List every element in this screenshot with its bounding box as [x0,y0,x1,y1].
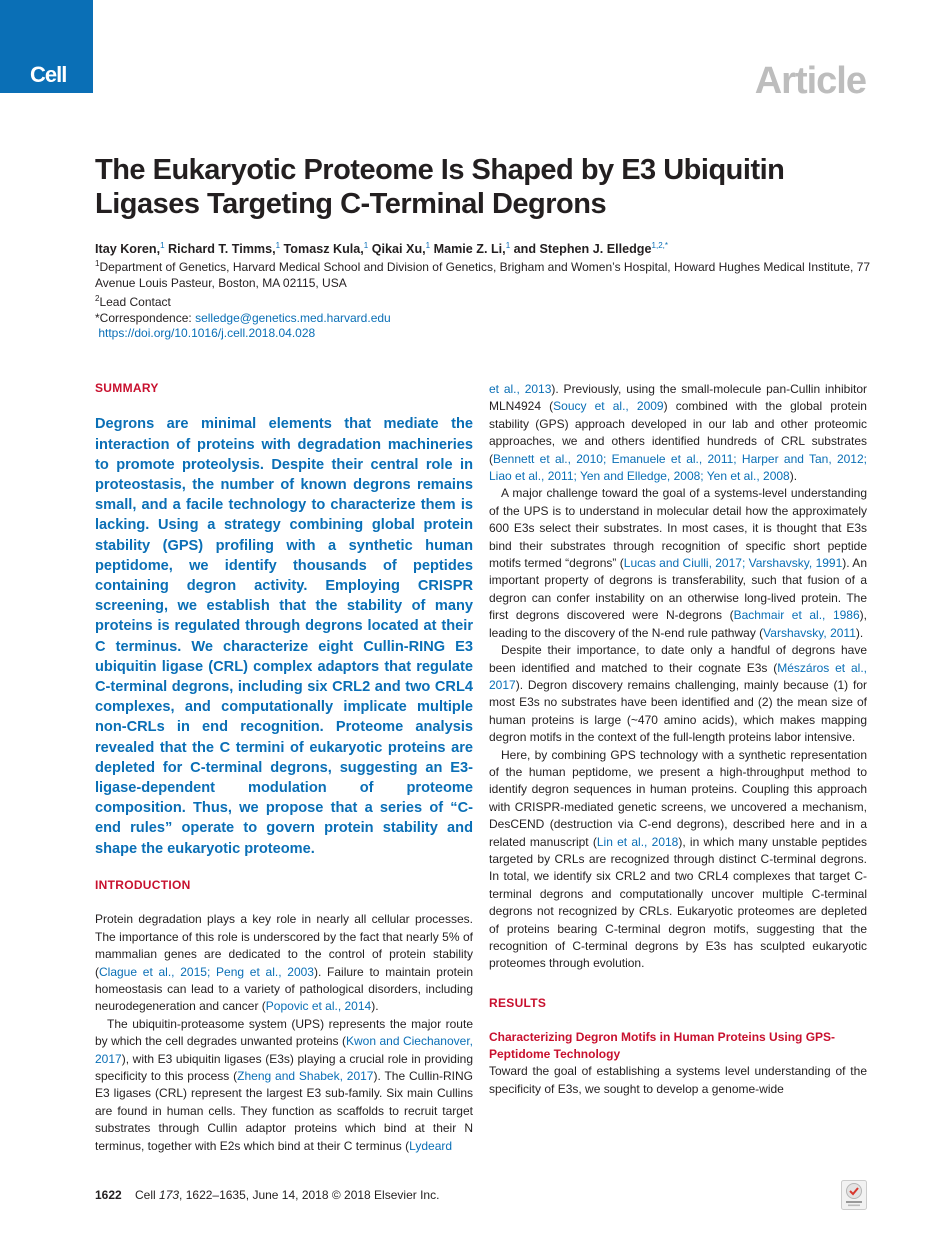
affiliation-text: Department of Genetics, Harvard Medical School and Division of Genetics, Brigham and Women’s Hospital, Howard Hughes Medical Institute, 77 Avenue Louis Pasteur, Boston, MA 02115, USA [95,260,871,290]
citation-link[interactable]: Popovic et al., 2014 [265,999,372,1014]
right-paragraph-3 [489,642,867,746]
correspondence-label: *Correspondence: [95,310,192,325]
summary-text: Degrons are minimal elements that mediate the interaction of proteins with degradation machineries to promote proteolysis. Despite their central role in proteostasis, the number of known degrons remains small, and a facile technology to characterize them is lacking. Using a strategy combining global protein stability (GPS) profiling with a synthetic human peptidome, we identify thousands of peptides containing degron activity. Employing CRISPR screening, we establish that the stability of many proteins is regulated through degrons located at their C terminus. We characterize eight Cullin-RING E3 ubiquitin ligase (CRL) complex adaptors that regulate C-terminal degrons, including six CRL2 and two CRL4 complexes, and computationally implicate multiple non-CRLs in end recognition. Proteome analysis revealed that the C termini of eukaryotic proteins are depleted for C-terminal degrons, suggesting an E3-ligase-dependent modulation of proteome composition. Thus, we propose that a series of “C-end rules” operate to govern protein stability and shape the eukaryotic proteome. [95,416,473,857]
results-heading: RESULTS [489,995,547,1010]
author-name: Richard T. Timms, [168,242,276,257]
intro-paragraph-2 [95,1016,473,1155]
citation-link[interactable]: et al., 2013 [489,382,552,396]
author-list [95,238,885,257]
citation-link[interactable]: Lucas and Ciulli, 2017; Varshavsky, 1991 [623,556,843,571]
results-subheading: Characterizing Degron Motifs in Human Proteins Using GPS-Peptidome Technology [489,1030,836,1062]
left-column [95,380,473,1155]
citation-link[interactable]: Bennett et al., 2010; Emanuele et al., 2011; Harper and Tan, 2012; Liao et al., 2011; Yen and Elledge, 2008; Yen et al., 2008 [489,451,867,484]
check-for-updates-icon[interactable] [841,1180,867,1210]
author-affiliation-mark: 1,2,* [651,241,668,250]
text-run: ), in which many unstable peptides targeted by CRLs are recognized through distinct C-terminal degrons. In total, we identify six CRL2 and two CRL4 complexes that target C-terminal degrons and computationally uncover multiple C-terminal degrons not recognized by CRLs. Eukaryotic proteomes are depleted of proteins bearing C-terminal degron motifs, suggesting that the recognition of C-terminal degrons by E3s has sculpted eukaryotic proteomes through evolution. [489,834,868,971]
citation-link[interactable]: Clague et al., 2015; Peng et al., 2003 [99,964,314,979]
affiliation-mark: 2 [95,294,100,303]
citation-link[interactable]: Zheng and Shabek, 2017 [237,1068,374,1083]
author-name: Qikai Xu, [371,242,426,257]
right-paragraph-1 [489,381,867,485]
correspondence-email-link[interactable]: selledge@genetics.med.harvard.edu [195,310,391,325]
text-run: ). An important property of degrons is transferability, such that fusion of a degron can confer instability on an otherwise long-lived protein. The first degrons discovered were N-degrons ( [489,556,867,623]
affiliation-1 [95,256,885,291]
text-run: ) combined with the global protein stability (GPS) approach developed in our lab and other proteomic approaches, we and others identified hundreds of CRL substrates ( [489,399,867,466]
citation-link[interactable]: Bachmair et al., 1986 [733,608,860,623]
citation-link[interactable]: Mészáros et al., 2017 [489,660,867,692]
text-run: The ubiquitin-proteasome system (UPS) represents the major route by which the cell degrades unwanted proteins ( [95,1016,473,1049]
citation-link[interactable]: Kwon and Ciechanover, 2017 [95,1034,473,1066]
journal-volume: 173 [159,1188,180,1202]
text-run: ). The Cullin-RING E3 ligases (CRL) represent the largest E3 sub-family. Six main Cullins are found in human cells. They function as scaffolds to recruit target substrates through Cullin adaptor proteins which bind at their N terminus, together with E2s which bind at their C terminus ( [95,1068,474,1153]
text-run: ). Degron discovery remains challenging, mainly because (1) for most E3s no substrates have been identified and (2) the mean size of human proteins is large (~470 amino acids), which makes mapping degron motifs in the context of the full-length proteins labor intensive. [489,677,867,745]
author-name: Itay Koren, [95,242,161,257]
text-run: ). [371,999,379,1014]
text-run: ). Failure to maintain protein homeostasis can lead to a variety of pathological disorders, including neurodegeneration and cancer ( [95,964,474,1014]
article-type-label: Article [754,60,866,102]
text-run: ), with E3 ubiquitin ligases (E3s) playing a crucial role in providing specificity to this process ( [95,1051,473,1083]
citation-details: , 1622–1635, June 14, 2018 © 2018 Elsevier Inc. [179,1188,440,1202]
citation-link[interactable]: Lin et al., 2018 [596,834,679,849]
author-affiliation-mark: 1 [363,241,369,250]
text-run: ). [789,469,798,484]
affiliation-mark: 1 [95,259,100,268]
affiliations [95,256,885,342]
right-column [489,381,867,1098]
text-run: Here, by combining GPS technology with a synthetic representation of the human peptidome, we present a high-throughput method to identify degron sequences in human proteins. Coupling this approach with CRISPR-mediated genetic screens, we uncovered a mechanism, DesCEND (destruction via C-end degrons), described here and in a related manuscript ( [489,747,867,849]
text-run: A major challenge toward the goal of a systems-level understanding of the UPS is to understand in molecular detail how the approximately 600 E3s select their substrates. In most cases, it is thought that E3s bind their substrates through recognition of specific short peptide motifs termed “degrons” ( [489,486,867,571]
paper-title: The Eukaryotic Proteome Is Shaped by E3 Ubiquitin Ligases Targeting C-Terminal Degrons [95,154,785,220]
author-name: and Stephen J. Elledge [513,242,652,257]
author-affiliation-mark: 1 [425,241,431,250]
text-run: Despite their importance, to date only a handful of degrons have been identified and matched to their cognate E3s ( [489,643,867,675]
introduction-heading: INTRODUCTION [95,877,191,892]
journal-logo-box [0,0,93,93]
journal-logo: Cell [30,62,67,87]
summary-heading: SUMMARY [95,381,159,395]
text-run: ). Previously, using the small-molecule pan-Cullin inhibitor MLN4924 ( [489,382,867,414]
right-paragraph-2 [489,485,867,642]
author-affiliation-mark: 1 [275,241,281,250]
doi-line [95,326,885,342]
journal-name: Cell [135,1188,156,1202]
author-affiliation-mark: 1 [160,241,165,250]
lead-contact-text: Lead Contact [99,295,171,309]
author-name: Tomasz Kula, [283,242,364,257]
journal-citation [135,1188,439,1202]
right-paragraph-4 [489,747,867,973]
affiliation-2 [95,291,885,311]
citation-link[interactable]: Soucy et al., 2009 [553,399,664,414]
text-run: ), leading to the discovery of the N-end rule pathway ( [489,608,867,640]
author-name: Mamie Z. Li, [433,242,506,257]
citation-link[interactable]: Varshavsky, 2011 [763,625,856,640]
text-run: Protein degradation plays a key role in nearly all cellular processes. The importance of this role is underscored by the fact that nearly 5% of mammalian genes are dedicated to the control of protein stability ( [95,912,473,979]
citation-link[interactable]: Lydeard [409,1138,453,1153]
text-run: ). [855,625,864,640]
results-paragraph-1: Toward the goal of establishing a systems level understanding of the specificity of E3s, we sought to develop a genome-wide [489,1064,867,1096]
author-affiliation-mark: 1 [505,241,511,250]
intro-paragraph-1 [95,911,473,1015]
correspondence [95,311,885,327]
doi-link[interactable]: https://doi.org/10.1016/j.cell.2018.04.028 [98,326,316,340]
page-number: 1622 [95,1188,122,1202]
